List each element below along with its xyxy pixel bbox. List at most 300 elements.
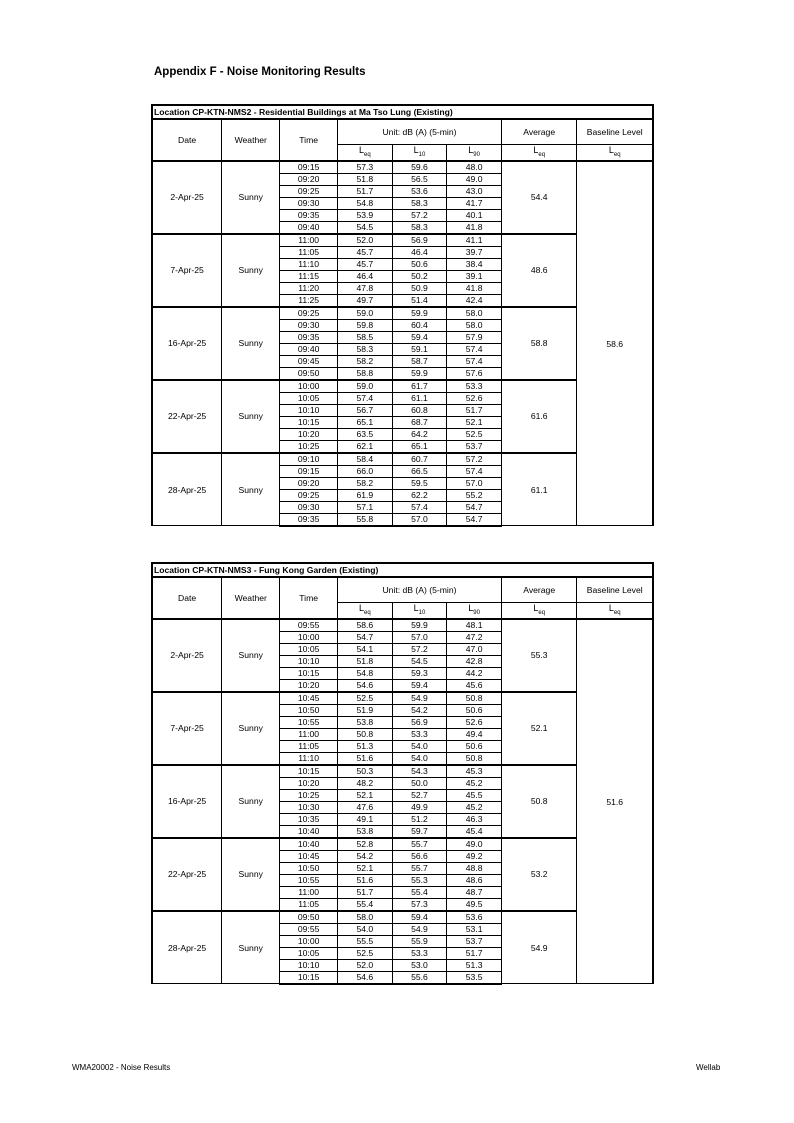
l90-cell: 57.9 [447,331,502,343]
l10-cell: 51.4 [392,294,447,307]
leq-cell: 53.9 [338,209,393,221]
time-cell: 09:45 [280,355,338,367]
header-average: Average [501,577,576,603]
time-cell: 11:00 [280,886,338,898]
date-cell: 28-Apr-25 [152,911,222,984]
time-cell: 10:50 [280,704,338,716]
l10-cell: 59.4 [392,331,447,343]
leq-cell: 51.7 [338,185,393,197]
l90-cell: 57.0 [447,477,502,489]
weather-cell: Sunny [222,161,280,234]
time-cell: 09:55 [280,923,338,935]
leq-cell: 58.4 [338,453,393,466]
header-baseline: Baseline Level [577,119,653,145]
average-cell: 58.8 [501,307,576,380]
l10-cell: 46.4 [392,246,447,258]
leq-cell: 45.7 [338,258,393,270]
time-cell: 09:30 [280,501,338,513]
l90-cell: 48.8 [447,862,502,874]
average-cell: 55.3 [501,619,576,692]
l10-cell: 56.9 [392,716,447,728]
l10-cell: 54.9 [392,692,447,705]
l10-cell: 56.5 [392,173,447,185]
l90-cell: 39.1 [447,270,502,282]
l10-cell: 54.0 [392,752,447,765]
l10-cell: 57.3 [392,898,447,911]
time-cell: 09:50 [280,911,338,924]
l90-cell: 50.8 [447,692,502,705]
l90-cell: 48.6 [447,874,502,886]
time-cell: 10:40 [280,838,338,851]
l90-cell: 51.7 [447,947,502,959]
leq-cell: 51.6 [338,874,393,886]
l10-cell: 59.9 [392,619,447,632]
weather-cell: Sunny [222,838,280,911]
leq-cell: 54.8 [338,197,393,209]
leq-cell: 51.8 [338,655,393,667]
header-time: Time [280,119,338,161]
l10-cell: 50.6 [392,258,447,270]
leq-cell: 58.2 [338,477,393,489]
leq-cell: 58.2 [338,355,393,367]
l90-cell: 57.2 [447,453,502,466]
l90-cell: 52.6 [447,716,502,728]
symbol-subscript: eq [538,151,546,158]
time-cell: 10:25 [280,440,338,453]
l90-cell: 48.0 [447,161,502,174]
leq-cell: 49.1 [338,813,393,825]
time-cell: 10:25 [280,789,338,801]
l90-cell: 49.2 [447,850,502,862]
leq-cell: 54.6 [338,679,393,692]
header-date: Date [152,119,222,161]
header-date: Date [152,577,222,619]
time-cell: 10:20 [280,428,338,440]
symbol-l: L [533,145,539,155]
l10-cell: 53.3 [392,947,447,959]
average-cell: 50.8 [501,765,576,838]
leq-cell: 58.5 [338,331,393,343]
time-cell: 10:00 [280,380,338,393]
leq-cell: 50.3 [338,765,393,778]
header-baseline-leq [577,603,653,619]
header-l90 [447,603,502,619]
time-cell: 11:00 [280,728,338,740]
time-cell: 09:30 [280,197,338,209]
l90-cell: 49.0 [447,838,502,851]
header-time: Time [280,577,338,619]
symbol-l: L [608,145,614,155]
time-cell: 11:05 [280,246,338,258]
date-cell: 2-Apr-25 [152,619,222,692]
l90-cell: 51.7 [447,404,502,416]
l10-cell: 56.9 [392,234,447,247]
time-cell: 10:10 [280,404,338,416]
l10-cell: 57.2 [392,643,447,655]
time-cell: 11:25 [280,294,338,307]
leq-cell: 59.8 [338,319,393,331]
l10-cell: 59.4 [392,911,447,924]
l90-cell: 45.2 [447,777,502,789]
leq-cell: 57.3 [338,161,393,174]
symbol-subscript: 90 [473,609,480,616]
header-leq [338,603,393,619]
l90-cell: 48.1 [447,619,502,632]
leq-cell: 51.9 [338,704,393,716]
date-cell: 22-Apr-25 [152,380,222,453]
weather-cell: Sunny [222,380,280,453]
time-cell: 10:35 [280,813,338,825]
time-cell: 11:05 [280,898,338,911]
leq-cell: 54.6 [338,971,393,984]
time-cell: 11:00 [280,234,338,247]
time-cell: 09:40 [280,343,338,355]
symbol-l: L [468,603,474,613]
l90-cell: 53.1 [447,923,502,935]
time-cell: 09:30 [280,319,338,331]
l90-cell: 41.1 [447,234,502,247]
date-cell: 7-Apr-25 [152,692,222,765]
time-cell: 09:15 [280,465,338,477]
leq-cell: 53.8 [338,716,393,728]
average-cell: 61.1 [501,453,576,526]
leq-cell: 65.1 [338,416,393,428]
l90-cell: 54.7 [447,501,502,513]
time-cell: 10:55 [280,874,338,886]
l10-cell: 59.3 [392,667,447,679]
leq-cell: 56.7 [338,404,393,416]
l90-cell: 44.2 [447,667,502,679]
leq-cell: 50.8 [338,728,393,740]
l90-cell: 45.4 [447,825,502,838]
leq-cell: 48.2 [338,777,393,789]
leq-cell: 59.0 [338,380,393,393]
l10-cell: 59.7 [392,825,447,838]
l10-cell: 60.8 [392,404,447,416]
time-cell: 10:45 [280,850,338,862]
l90-cell: 50.8 [447,752,502,765]
leq-cell: 57.4 [338,392,393,404]
time-cell: 10:55 [280,716,338,728]
l10-cell: 55.7 [392,838,447,851]
leq-cell: 57.1 [338,501,393,513]
l10-cell: 50.2 [392,270,447,282]
leq-cell: 59.0 [338,307,393,320]
l10-cell: 54.9 [392,923,447,935]
l90-cell: 41.8 [447,221,502,234]
l10-cell: 65.1 [392,440,447,453]
leq-cell: 58.6 [338,619,393,632]
time-cell: 09:35 [280,513,338,526]
symbol-l: L [358,145,364,155]
date-cell: 16-Apr-25 [152,765,222,838]
leq-cell: 61.9 [338,489,393,501]
l90-cell: 54.7 [447,513,502,526]
weather-cell: Sunny [222,307,280,380]
weather-cell: Sunny [222,234,280,307]
l90-cell: 58.0 [447,307,502,320]
l10-cell: 59.4 [392,679,447,692]
l10-cell: 53.6 [392,185,447,197]
l90-cell: 38.4 [447,258,502,270]
l10-cell: 55.7 [392,862,447,874]
page-title: Appendix F - Noise Monitoring Results [154,66,366,78]
l10-cell: 61.7 [392,380,447,393]
time-cell: 10:45 [280,692,338,705]
average-cell: 54.9 [501,911,576,984]
average-cell: 61.6 [501,380,576,453]
date-cell: 22-Apr-25 [152,838,222,911]
l10-cell: 51.2 [392,813,447,825]
l90-cell: 57.4 [447,343,502,355]
l10-cell: 54.5 [392,655,447,667]
l90-cell: 42.4 [447,294,502,307]
footer-company: Wellab [696,1063,721,1072]
time-cell: 09:25 [280,489,338,501]
leq-cell: 54.1 [338,643,393,655]
l90-cell: 52.5 [447,428,502,440]
header-average-leq [501,603,576,619]
l90-cell: 40.1 [447,209,502,221]
symbol-subscript: eq [363,151,371,158]
leq-cell: 54.2 [338,850,393,862]
time-cell: 11:10 [280,258,338,270]
time-cell: 09:55 [280,619,338,632]
l10-cell: 50.9 [392,282,447,294]
header-l10 [392,145,447,161]
symbol-subscript: 10 [418,609,426,616]
l90-cell: 49.5 [447,898,502,911]
l10-cell: 54.3 [392,765,447,778]
table-row [152,161,653,174]
time-cell: 09:20 [280,477,338,489]
header-unit: Unit: dB (A) (5-min) [338,577,502,603]
leq-cell: 52.8 [338,838,393,851]
time-cell: 10:05 [280,643,338,655]
leq-cell: 53.8 [338,825,393,838]
leq-cell: 47.6 [338,801,393,813]
symbol-l: L [608,603,614,613]
header-l10 [392,603,447,619]
header-weather: Weather [222,577,280,619]
table-row [152,619,653,632]
l90-cell: 43.0 [447,185,502,197]
leq-cell: 52.5 [338,692,393,705]
l10-cell: 49.9 [392,801,447,813]
symbol-subscript: eq [613,151,621,158]
leq-cell: 58.8 [338,367,393,380]
leq-cell: 51.3 [338,740,393,752]
time-cell: 10:40 [280,825,338,838]
leq-cell: 52.0 [338,234,393,247]
l10-cell: 59.1 [392,343,447,355]
l90-cell: 53.7 [447,935,502,947]
average-cell: 53.2 [501,838,576,911]
l90-cell: 45.2 [447,801,502,813]
leq-cell: 51.7 [338,886,393,898]
symbol-subscript: 10 [418,151,426,158]
symbol-l: L [413,145,419,155]
l90-cell: 48.7 [447,886,502,898]
leq-cell: 58.3 [338,343,393,355]
l10-cell: 68.7 [392,416,447,428]
l90-cell: 53.6 [447,911,502,924]
weather-cell: Sunny [222,619,280,692]
l10-cell: 57.4 [392,501,447,513]
l90-cell: 45.6 [447,679,502,692]
time-cell: 10:05 [280,392,338,404]
leq-cell: 54.5 [338,221,393,234]
header-baseline-leq [577,145,653,161]
symbol-subscript: eq [538,609,546,616]
weather-cell: Sunny [222,911,280,984]
leq-cell: 55.4 [338,898,393,911]
leq-cell: 63.5 [338,428,393,440]
l90-cell: 50.6 [447,740,502,752]
header-average-leq [501,145,576,161]
leq-cell: 62.1 [338,440,393,453]
time-cell: 11:10 [280,752,338,765]
symbol-l: L [533,603,539,613]
time-cell: 10:15 [280,765,338,778]
l10-cell: 54.0 [392,740,447,752]
l10-cell: 56.6 [392,850,447,862]
time-cell: 09:25 [280,185,338,197]
time-cell: 09:35 [280,331,338,343]
l90-cell: 45.5 [447,789,502,801]
time-cell: 10:15 [280,971,338,984]
l90-cell: 45.3 [447,765,502,778]
leq-cell: 54.8 [338,667,393,679]
l90-cell: 57.4 [447,355,502,367]
l90-cell: 52.1 [447,416,502,428]
baseline-cell: 58.6 [577,161,653,526]
l90-cell: 49.4 [447,728,502,740]
noise-table-nms2 [151,104,654,527]
time-cell: 09:15 [280,161,338,174]
l10-cell: 58.7 [392,355,447,367]
time-cell: 10:00 [280,935,338,947]
symbol-subscript: 90 [473,151,480,158]
header-weather: Weather [222,119,280,161]
l90-cell: 53.7 [447,440,502,453]
noise-table-nms3 [151,562,654,985]
time-cell: 09:35 [280,209,338,221]
symbol-subscript: eq [613,609,621,616]
l90-cell: 49.0 [447,173,502,185]
leq-cell: 55.8 [338,513,393,526]
time-cell: 10:10 [280,959,338,971]
table-title: Location CP-KTN-NMS3 - Fung Kong Garden (Existing) [152,563,653,577]
leq-cell: 66.0 [338,465,393,477]
time-cell: 10:10 [280,655,338,667]
average-cell: 52.1 [501,692,576,765]
l10-cell: 57.2 [392,209,447,221]
header-baseline: Baseline Level [577,577,653,603]
time-cell: 10:15 [280,667,338,679]
l90-cell: 55.2 [447,489,502,501]
leq-cell: 51.8 [338,173,393,185]
leq-cell: 58.0 [338,911,393,924]
time-cell: 10:15 [280,416,338,428]
header-l90 [447,145,502,161]
l10-cell: 55.6 [392,971,447,984]
time-cell: 09:20 [280,173,338,185]
date-cell: 28-Apr-25 [152,453,222,526]
l10-cell: 52.7 [392,789,447,801]
header-unit: Unit: dB (A) (5-min) [338,119,502,145]
l10-cell: 55.3 [392,874,447,886]
leq-cell: 52.0 [338,959,393,971]
l10-cell: 62.2 [392,489,447,501]
leq-cell: 54.7 [338,631,393,643]
l10-cell: 54.2 [392,704,447,716]
l10-cell: 57.0 [392,631,447,643]
l90-cell: 52.6 [447,392,502,404]
l90-cell: 53.3 [447,380,502,393]
l10-cell: 64.2 [392,428,447,440]
table-title: Location CP-KTN-NMS2 - Residential Buildings at Ma Tso Lung (Existing) [152,105,653,119]
weather-cell: Sunny [222,692,280,765]
l10-cell: 53.0 [392,959,447,971]
l10-cell: 60.7 [392,453,447,466]
l10-cell: 66.5 [392,465,447,477]
l10-cell: 57.0 [392,513,447,526]
time-cell: 11:20 [280,282,338,294]
l90-cell: 42.8 [447,655,502,667]
time-cell: 09:40 [280,221,338,234]
time-cell: 10:20 [280,679,338,692]
leq-cell: 52.1 [338,862,393,874]
time-cell: 10:20 [280,777,338,789]
l10-cell: 59.6 [392,161,447,174]
time-cell: 09:50 [280,367,338,380]
l10-cell: 60.4 [392,319,447,331]
weather-cell: Sunny [222,765,280,838]
leq-cell: 55.5 [338,935,393,947]
l90-cell: 58.0 [447,319,502,331]
time-cell: 09:10 [280,453,338,466]
average-cell: 54.4 [501,161,576,234]
baseline-cell: 51.6 [577,619,653,984]
time-cell: 11:15 [280,270,338,282]
average-cell: 48.6 [501,234,576,307]
time-cell: 10:30 [280,801,338,813]
l10-cell: 53.3 [392,728,447,740]
header-average: Average [501,119,576,145]
leq-cell: 46.4 [338,270,393,282]
l10-cell: 50.0 [392,777,447,789]
leq-cell: 52.5 [338,947,393,959]
leq-cell: 49.7 [338,294,393,307]
l90-cell: 50.6 [447,704,502,716]
l10-cell: 55.9 [392,935,447,947]
time-cell: 10:50 [280,862,338,874]
leq-cell: 51.6 [338,752,393,765]
l10-cell: 58.3 [392,221,447,234]
symbol-l: L [358,603,364,613]
date-cell: 16-Apr-25 [152,307,222,380]
l10-cell: 55.4 [392,886,447,898]
date-cell: 7-Apr-25 [152,234,222,307]
l90-cell: 39.7 [447,246,502,258]
symbol-l: L [413,603,419,613]
l90-cell: 47.2 [447,631,502,643]
time-cell: 10:00 [280,631,338,643]
l90-cell: 53.5 [447,971,502,984]
leq-cell: 52.1 [338,789,393,801]
l90-cell: 41.8 [447,282,502,294]
